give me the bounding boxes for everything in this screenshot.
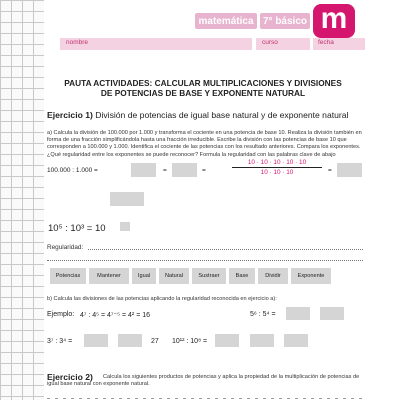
exercise1-part-a: a) Calcula la división de 100.000 por 1.000 y transforma el cociente en una potencia de base 10. Realiza la división también en forma de una fracción simplificándola hasta una fracción irreducible. Escribe la división con las potencias de base 10 que corresponden a 100.000 y 1.000. Identifica el cociente de las potencias con los resultado anteriores. Compara los exponentes. ¿Qué regularidad entre los exponentes se puede reconocer? Formula la regularidad con las palabras clave de abajo [47, 130, 362, 158]
keyword-chip: Exponente [291, 268, 331, 284]
logo-letter: m [320, 2, 348, 35]
bottom-divider [47, 396, 363, 400]
equals-3: = [328, 167, 332, 174]
name-label: nombre [66, 39, 89, 46]
answer-box-10[interactable] [250, 334, 274, 347]
exercise1-title: División de potencias de igual base natural y de exponente natural [95, 110, 349, 120]
example-expression: 4⁷ : 4⁵ = 4⁷⁻⁵ = 4² = 16 [80, 312, 151, 319]
keyword-row [50, 268, 331, 284]
answer-box-2[interactable] [172, 163, 197, 177]
answer-box-7[interactable] [84, 334, 108, 347]
answer-box-6[interactable] [320, 307, 344, 320]
answer-box-9[interactable] [215, 334, 239, 347]
power-division-expression: 10⁵ : 10³ = 10 [48, 223, 106, 234]
name-field[interactable] [60, 38, 252, 50]
answer-line-1[interactable] [88, 249, 363, 250]
equals-2: = [202, 167, 206, 174]
logo [313, 4, 355, 38]
title-line-2: DE POTENCIAS DE BASE Y EXPONENTE NATURAL [100, 88, 306, 98]
equals-1: = [163, 167, 167, 174]
item-3-result: 27 [151, 338, 159, 345]
keyword-chip: Natural [159, 268, 189, 284]
answer-box-3[interactable] [337, 163, 362, 177]
example-label: Ejemplo: [47, 311, 75, 318]
grade-tag: 7° básico [260, 13, 310, 29]
division-text: 100.000 : 1.000 = [47, 167, 98, 174]
answer-box-4[interactable] [110, 192, 144, 206]
exercise2-label: Ejercicio 2) [47, 372, 93, 382]
title-line-1: PAUTA ACTIVIDADES: CALCULAR MULTIPLICACIONES Y DIVISIONES [64, 78, 342, 88]
fraction-numerator: 10 · 10 · 10 · 10 · 10 [232, 159, 322, 168]
date-label: fecha [318, 39, 334, 46]
answer-box-5[interactable] [286, 307, 310, 320]
keyword-chip: Dividir [258, 268, 288, 284]
fraction-denominator: 10 · 10 · 10 [260, 169, 294, 176]
answer-box-11[interactable] [284, 334, 308, 347]
keyword-chip: Sustraer [192, 268, 226, 284]
item-2-expression: 5⁶ : 5⁴ = [250, 311, 276, 318]
fraction [232, 159, 322, 176]
item-3-expression: 3⁷ : 3⁴ = [47, 338, 73, 345]
keyword-chip: Igual [132, 268, 156, 284]
exercise2-text: Calcula los siguientes productos de potencias y aplica la propiedad de la multiplicación de potencias de igual base natural con exponente natural. [47, 374, 360, 388]
regularity-label: Regularidad: [47, 244, 84, 251]
item-4-expression: 10¹² : 10⁸ = [172, 338, 208, 345]
exponent-box[interactable] [120, 222, 130, 231]
keyword-chip: Potencias [50, 268, 86, 284]
keyword-chip: Mantener [89, 268, 129, 284]
exercise1-heading [47, 110, 348, 120]
subject-tag: matemática [195, 13, 257, 29]
exercise1-part-b: b) Calcula las divisiones de las potencias aplicando la regularidad reconocida en ejercicio a): [47, 296, 277, 302]
answer-box-1[interactable] [131, 163, 156, 177]
answer-line-2[interactable] [47, 260, 363, 261]
exercise1-label: Ejercicio 1) [47, 110, 93, 120]
answer-box-8[interactable] [118, 334, 142, 347]
page-title [60, 78, 346, 98]
grid-margin [0, 0, 44, 400]
keyword-chip: Base [229, 268, 255, 284]
course-label: curso [262, 39, 278, 46]
